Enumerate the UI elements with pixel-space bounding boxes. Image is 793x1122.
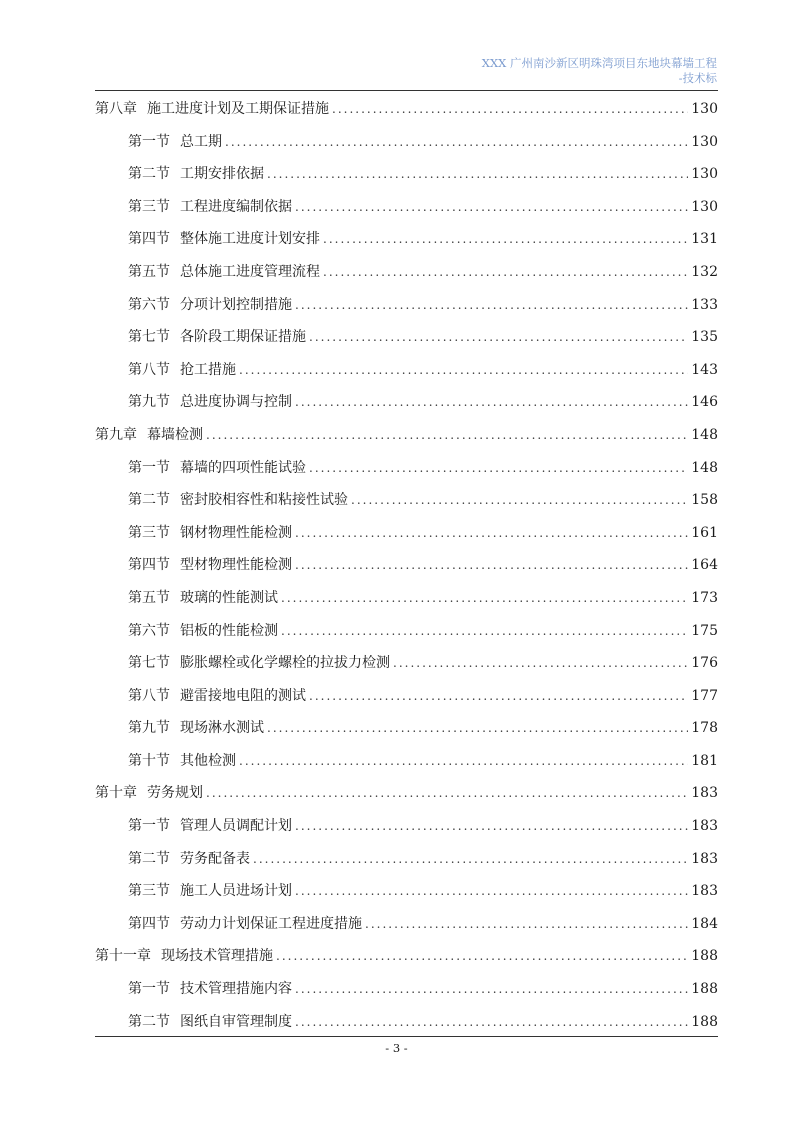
toc-section-row[interactable]	[95, 615, 718, 648]
toc-chapter-row[interactable]	[95, 777, 718, 810]
toc-entry-number: 第七节	[128, 655, 170, 672]
toc-entry-number: 第一节	[128, 133, 170, 150]
toc-entry-page: 164	[691, 557, 718, 574]
toc-dot-leader	[253, 843, 688, 876]
toc-entry-number: 第五节	[128, 263, 170, 280]
toc-entry-number: 第四节	[128, 557, 170, 574]
toc-dot-leader	[309, 321, 688, 354]
toc-entry-page: 143	[691, 361, 718, 378]
toc-section-row[interactable]	[95, 810, 718, 843]
toc-entry-number: 第十一章	[95, 948, 151, 965]
toc-section-row[interactable]	[95, 517, 718, 550]
toc-entry-page: 133	[691, 296, 718, 313]
toc-entry-page: 175	[691, 622, 718, 639]
header-subtitle: -技术标	[678, 71, 717, 85]
toc-entry-title: 幕墙的四项性能试验	[180, 459, 306, 476]
toc-entry-page: 183	[691, 883, 718, 900]
toc-dot-leader	[295, 1006, 688, 1039]
toc-entry-number: 第二节	[128, 850, 170, 867]
toc-entry-number: 第六节	[128, 622, 170, 639]
toc-entry-number: 第十节	[128, 752, 170, 769]
toc-entry-number: 第八节	[128, 361, 170, 378]
toc-entry-page: 158	[691, 492, 718, 509]
toc-dot-leader	[295, 517, 688, 550]
toc-entry-page: 184	[691, 915, 718, 932]
toc-dot-leader	[267, 712, 688, 745]
toc-entry-page: 148	[691, 426, 718, 443]
toc-entry-number: 第五节	[128, 589, 170, 606]
toc-dot-leader	[351, 484, 688, 517]
toc-dot-leader	[276, 940, 688, 973]
toc-entry-number: 第二节	[128, 166, 170, 183]
toc-entry-page: 183	[691, 785, 718, 802]
toc-entry-title: 劳务规划	[147, 785, 203, 802]
toc-section-row[interactable]	[95, 549, 718, 582]
toc-section-row[interactable]	[95, 745, 718, 778]
toc-section-row[interactable]	[95, 1006, 718, 1039]
toc-entry-page: 130	[691, 101, 718, 117]
header-divider	[95, 90, 718, 91]
toc-dot-leader	[295, 810, 688, 843]
toc-section-row[interactable]	[95, 680, 718, 713]
toc-entry-title: 分项计划控制措施	[180, 296, 292, 313]
toc-section-row[interactable]	[95, 875, 718, 908]
toc-section-row[interactable]	[95, 484, 718, 517]
toc-entry-page: 181	[691, 752, 718, 769]
toc-chapter-row[interactable]	[95, 940, 718, 973]
toc-entry-number: 第七节	[128, 329, 170, 346]
toc-entry-number: 第四节	[128, 231, 170, 248]
toc-entry-page: 146	[691, 394, 718, 411]
toc-dot-leader	[239, 354, 688, 387]
toc-dot-leader	[225, 126, 688, 159]
toc-section-row[interactable]	[95, 843, 718, 876]
toc-entry-page: 177	[691, 687, 718, 704]
toc-entry-number: 第三节	[128, 883, 170, 900]
toc-entry-title: 型材物理性能检测	[180, 557, 292, 574]
toc-dot-leader	[295, 386, 688, 419]
toc-entry-title: 抢工措施	[180, 361, 236, 378]
toc-section-row[interactable]	[95, 908, 718, 941]
toc-entry-page: 130	[691, 198, 718, 215]
toc-dot-leader	[281, 582, 688, 615]
table-of-contents	[95, 93, 718, 1038]
toc-entry-title: 总工期	[180, 133, 222, 150]
toc-dot-leader	[281, 615, 688, 648]
toc-dot-leader	[332, 93, 688, 126]
toc-entry-title: 膨胀螺栓或化学螺栓的拉拔力检测	[180, 655, 390, 672]
toc-entry-title: 现场技术管理措施	[161, 948, 273, 965]
toc-entry-page: 183	[691, 850, 718, 867]
toc-dot-leader	[393, 647, 688, 680]
toc-section-row[interactable]	[95, 647, 718, 680]
toc-entry-page: 161	[691, 524, 718, 541]
toc-entry-page: 135	[691, 329, 718, 346]
toc-entry-page: 131	[691, 231, 718, 248]
toc-entry-title: 避雷接地电阻的测试	[180, 687, 306, 704]
toc-entry-title: 劳动力计划保证工程进度措施	[180, 915, 362, 932]
toc-entry-title: 图纸自审管理制度	[180, 1013, 292, 1030]
toc-entry-number: 第一节	[128, 459, 170, 476]
toc-section-row[interactable]	[95, 256, 718, 289]
toc-section-row[interactable]	[95, 452, 718, 485]
toc-entry-number: 第一节	[128, 981, 170, 998]
toc-section-row[interactable]	[95, 973, 718, 1006]
toc-dot-leader	[206, 777, 688, 810]
toc-entry-number: 第九节	[128, 394, 170, 411]
toc-dot-leader	[267, 158, 688, 191]
toc-entry-page: 148	[691, 459, 718, 476]
toc-entry-title: 施工人员进场计划	[180, 883, 292, 900]
toc-entry-page: 188	[691, 981, 718, 998]
toc-section-row[interactable]	[95, 712, 718, 745]
toc-dot-leader	[309, 452, 688, 485]
toc-entry-number: 第三节	[128, 198, 170, 215]
toc-entry-title: 总体施工进度管理流程	[180, 263, 320, 280]
page-header	[482, 56, 717, 86]
toc-section-row[interactable]	[95, 289, 718, 322]
toc-entry-title: 各阶段工期保证措施	[180, 329, 306, 346]
toc-entry-title: 工期安排依据	[180, 166, 264, 183]
toc-entry-number: 第一节	[128, 818, 170, 835]
toc-entry-title: 管理人员调配计划	[180, 818, 292, 835]
toc-dot-leader	[239, 745, 688, 778]
toc-section-row[interactable]	[95, 126, 718, 159]
toc-entry-number: 第九节	[128, 720, 170, 737]
toc-entry-title: 现场淋水测试	[180, 720, 264, 737]
toc-dot-leader	[295, 973, 688, 1006]
toc-entry-number: 第八章	[95, 101, 137, 117]
toc-section-row[interactable]	[95, 354, 718, 387]
toc-dot-leader	[206, 419, 688, 452]
toc-section-row[interactable]	[95, 158, 718, 191]
toc-entry-number: 第三节	[128, 524, 170, 541]
toc-entry-page: 132	[691, 263, 718, 280]
toc-entry-title: 玻璃的性能测试	[180, 589, 278, 606]
toc-section-row[interactable]	[95, 191, 718, 224]
toc-section-row[interactable]	[95, 321, 718, 354]
toc-entry-number: 第六节	[128, 296, 170, 313]
header-project-title: XXX 广州南沙新区明珠湾项目东地块幕墙工程	[481, 56, 717, 70]
toc-entry-number: 第八节	[128, 687, 170, 704]
toc-entry-title: 总进度协调与控制	[180, 394, 292, 411]
toc-dot-leader	[295, 549, 688, 582]
toc-entry-title: 钢材物理性能检测	[180, 524, 292, 541]
toc-entry-title: 密封胶相容性和粘接性试验	[180, 492, 348, 509]
toc-section-row[interactable]	[95, 386, 718, 419]
toc-dot-leader	[323, 256, 688, 289]
toc-entry-title: 技术管理措施内容	[180, 981, 292, 998]
toc-entry-page: 188	[691, 1013, 718, 1030]
toc-dot-leader	[295, 289, 688, 322]
toc-entry-page: 183	[691, 818, 718, 835]
toc-entry-title: 劳务配备表	[180, 850, 250, 867]
toc-entry-title: 铝板的性能检测	[180, 622, 278, 639]
page-number: - 3 -	[385, 1041, 408, 1055]
toc-dot-leader	[295, 875, 688, 908]
toc-entry-page: 176	[691, 655, 718, 672]
toc-entry-number: 第九章	[95, 426, 137, 443]
toc-entry-title: 工程进度编制依据	[180, 198, 292, 215]
toc-section-row[interactable]	[95, 223, 718, 256]
footer-divider	[95, 1036, 718, 1037]
toc-dot-leader	[309, 680, 688, 713]
toc-chapter-row[interactable]	[95, 419, 718, 452]
toc-entry-title: 整体施工进度计划安排	[180, 231, 320, 248]
toc-entry-number: 第二节	[128, 1013, 170, 1030]
toc-entry-page: 178	[691, 720, 718, 737]
toc-section-row[interactable]	[95, 582, 718, 615]
toc-entry-number: 第四节	[128, 915, 170, 932]
toc-entry-number: 第十章	[95, 785, 137, 802]
toc-entry-page: 188	[691, 948, 718, 965]
toc-entry-title: 施工进度计划及工期保证措施	[147, 101, 329, 117]
toc-entry-page: 173	[691, 589, 718, 606]
toc-entry-title: 幕墙检测	[147, 426, 203, 443]
toc-dot-leader	[323, 223, 688, 256]
toc-entry-page: 130	[691, 166, 718, 183]
toc-entry-page: 130	[691, 133, 718, 150]
toc-dot-leader	[295, 191, 688, 224]
toc-dot-leader	[365, 908, 688, 941]
toc-chapter-row[interactable]	[95, 93, 718, 126]
toc-entry-title: 其他检测	[180, 752, 236, 769]
toc-entry-number: 第二节	[128, 492, 170, 509]
